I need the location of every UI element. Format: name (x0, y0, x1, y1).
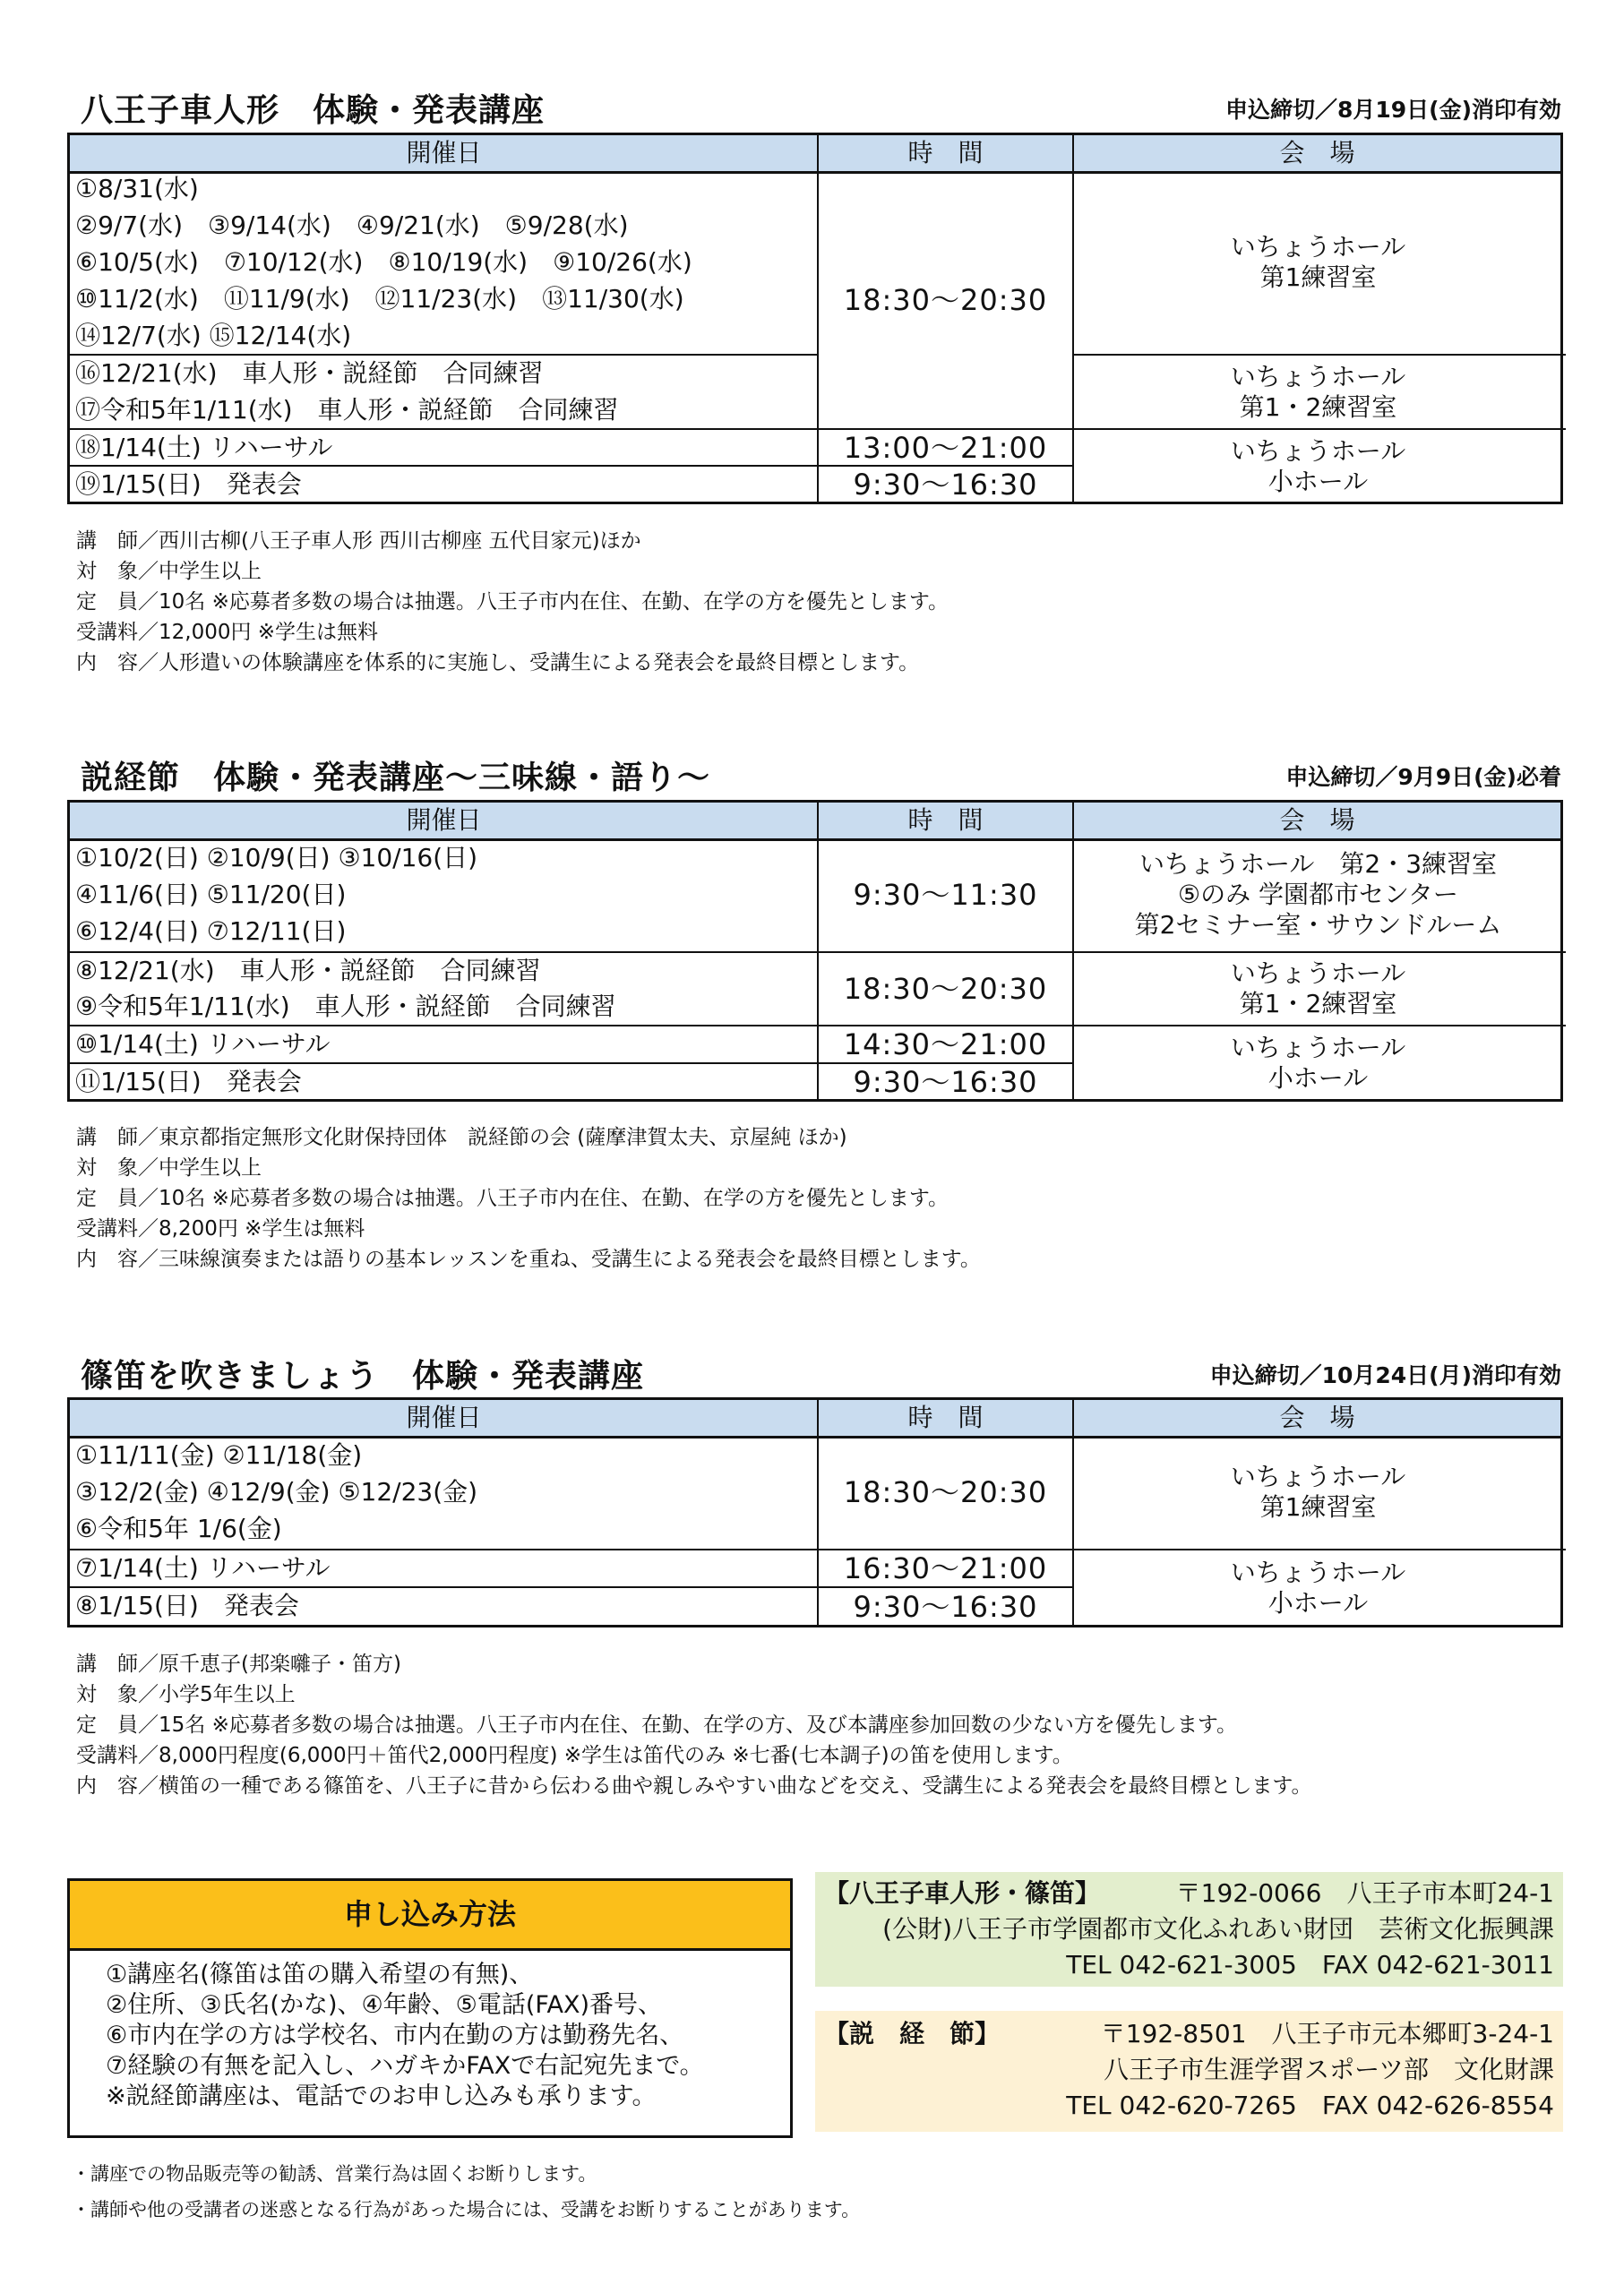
date-row: ⑩1/14(土) リハーサル (75, 1029, 331, 1059)
venue-alt: ⑤のみ 学園都市センター (1178, 880, 1458, 909)
col-time: 時 間 (907, 1403, 984, 1432)
venue-room: 第1・2練習室 (1239, 391, 1397, 422)
date-row: ⑩11/2(水) ⑪11/9(水) ⑫11/23(水) ⑬11/30(水) (75, 284, 684, 313)
time-text: 18:30～20:30 (843, 972, 1048, 1006)
time-cell (819, 1436, 1072, 1549)
info-line: 内 容／横笛の一種である篠笛を、八王子に昔から伝わる曲や親しみやすい曲などを交え、受講生による発表会を最終目標とします。 (76, 1774, 1312, 1798)
venue-cell (1074, 430, 1562, 502)
date-row: ⑥令和5年 1/6(金) (75, 1514, 282, 1543)
venue-name: いちょうホール (1230, 958, 1406, 988)
date-row: ④11/6(日) ⑤11/20(日) (75, 880, 347, 909)
time-text: 9:30～16:30 (853, 1065, 1038, 1099)
date-row: ⑧12/21(水) 車人形・説経節 合同練習 (75, 956, 541, 985)
contact-address: 〒192-0066 八王子市本町24-1 (1175, 1878, 1554, 1908)
time-text: 9:30～16:30 (853, 1590, 1038, 1624)
contact-label: 【八王子車人形・篠笛】 (824, 1878, 1101, 1908)
application-line: ①講座名(篠笛は笛の購入希望の有無)、 (106, 1961, 534, 1988)
footnote: ・講師や他の受講者の迷惑となる行為があった場合には、受講をお断りすることがあります。 (72, 2199, 861, 2220)
application-line: ②住所、③氏名(かな)、④年齢、⑤電話(FAX)番号、 (106, 1991, 662, 2019)
info-line: 講 師／原千恵子(邦楽囃子・笛方) (76, 1653, 401, 1676)
col-venue: 会 場 (1279, 138, 1355, 167)
time-text: 18:30～20:30 (843, 1475, 1048, 1509)
info-line: 受講料／12,000円 ※学生は無料 (76, 621, 379, 644)
date-row: ⑱1/14(土) リハーサル (75, 433, 333, 462)
col-date: 開催日 (406, 138, 482, 167)
date-row: ①10/2(日) ②10/9(日) ③10/16(日) (75, 843, 478, 872)
info-line: 対 象／中学生以上 (76, 1156, 262, 1180)
time-cell (819, 1550, 1072, 1586)
section-title: 八王子車人形 体験・発表講座 (81, 92, 546, 129)
date-row: ①11/11(金) ②11/18(金) (75, 1440, 363, 1470)
time-cell (819, 1064, 1072, 1100)
info-line: 対 象／小学5年生以上 (76, 1683, 296, 1706)
section-title: 篠笛を吹きましょう 体験・発表講座 (81, 1358, 645, 1395)
contact-label: 【説 経 節】 (824, 2019, 1001, 2048)
application-line: ⑥市内在学の方は学校名、市内在勤の方は勤務先名、 (106, 2022, 684, 2049)
time-cell (819, 171, 1072, 428)
date-row: ⑯12/21(水) 車人形・説経節 合同練習 (75, 358, 544, 388)
contact-address: 〒192-8501 八王子市元本郷町3-24-1 (1100, 2019, 1554, 2048)
deadline: 申込締切／10月24日(月)消印有効 (1209, 1362, 1561, 1388)
footnote: ・講座での物品販売等の勧誘、営業行為は固くお断りします。 (72, 2163, 597, 2185)
venue-name: いちょうホール 第2・3練習室 (1139, 849, 1498, 879)
contact-org: (公財)八王子市学園都市文化ふれあい財団 芸術文化振興課 (882, 1914, 1554, 1944)
contact-org: 八王子市生涯学習スポーツ部 文化財課 (1104, 2055, 1554, 2084)
col-date: 開催日 (406, 805, 482, 835)
date-row: ⑭12/7(水) ⑮12/14(水) (75, 321, 352, 350)
venue-cell (1074, 356, 1562, 428)
venue-name: いちょうホール (1230, 1033, 1406, 1062)
venue-name: いちょうホール (1230, 232, 1406, 262)
application-steps (70, 1951, 790, 2112)
application-method-box (67, 1878, 793, 2138)
venue-cell (1074, 1550, 1562, 1626)
deadline: 申込締切／9月9日(金)必着 (1285, 764, 1561, 790)
schedule-table-2 (67, 800, 1563, 1102)
time-text: 16:30～21:00 (843, 1551, 1048, 1585)
time-cell (819, 467, 1072, 502)
schedule-table-3 (67, 1397, 1563, 1627)
schedule-table-1 (67, 133, 1563, 504)
venue-name: いちょうホール (1230, 1462, 1406, 1491)
date-row: ⑦1/14(土) リハーサル (75, 1553, 331, 1583)
venue-cell (1074, 1436, 1562, 1549)
time-text: 18:30～20:30 (843, 282, 1048, 317)
time-text: 9:30～11:30 (853, 878, 1038, 912)
venue-room: 第1・2練習室 (1239, 989, 1397, 1018)
venue-room: 小ホール (1267, 466, 1369, 496)
application-line: ※説経節講座は、電話でのお申し込みも承ります。 (106, 2083, 657, 2110)
info-line: 内 容／三味線演奏または語りの基本レッスンを重ね、受講生による発表会を最終目標とします。 (76, 1248, 981, 1271)
time-text: 9:30～16:30 (853, 468, 1038, 502)
venue-room: 第1練習室 (1259, 1492, 1377, 1522)
date-row: ⑥10/5(水) ⑦10/12(水) ⑧10/19(水) ⑨10/26(水) (75, 247, 692, 277)
venue-cell (1074, 171, 1562, 354)
venue-room: 小ホール (1267, 1063, 1369, 1093)
table-header (70, 803, 1560, 841)
contact-tel: TEL 042-620-7265 FAX 042-626-8554 (1066, 2091, 1554, 2120)
section-title: 説経節 体験・発表講座～三味線・語り～ (81, 760, 711, 796)
contact-kuruma-shinobue (815, 1872, 1563, 1987)
venue-name: いちょうホール (1230, 361, 1406, 391)
contact-tel: TEL 042-621-3005 FAX 042-621-3011 (1066, 1950, 1554, 1980)
info-line: 受講料／8,000円程度(6,000円＋笛代2,000円程度) ※学生は笛代のみ ※七番(七本調子)の笛を使用します。 (76, 1744, 1073, 1767)
info-line: 定 員／10名 ※応募者多数の場合は抽選。八王子市内在住、在勤、在学の方を優先とします。 (76, 1187, 949, 1210)
time-cell (819, 838, 1072, 951)
col-time: 時 間 (907, 805, 984, 835)
application-line: ⑦経験の有無を記入し、ハガキかFAXで右記宛先まで。 (106, 2052, 704, 2080)
venue-room: 小ホール (1267, 1588, 1369, 1618)
col-time: 時 間 (907, 138, 984, 167)
table-header (70, 135, 1560, 174)
date-row: ⑧1/15(日) 発表会 (75, 1591, 299, 1620)
time-cell (819, 1026, 1072, 1062)
col-date: 開催日 (406, 1403, 482, 1432)
time-cell (819, 430, 1072, 465)
deadline: 申込締切／8月19日(金)消印有効 (1224, 97, 1561, 123)
info-line: 定 員／15名 ※応募者多数の場合は抽選。八王子市内在住、在勤、在学の方、及び本講座参加回数の少ない方を優先します。 (76, 1713, 1238, 1737)
venue-room: 第1練習室 (1259, 262, 1377, 292)
info-line: 内 容／人形遣いの体験講座を体系的に実施し、受講生による発表会を最終目標とします。 (76, 651, 920, 674)
info-line: 対 象／中学生以上 (76, 560, 262, 583)
info-line: 定 員／10名 ※応募者多数の場合は抽選。八王子市内在住、在勤、在学の方を優先とします。 (76, 590, 949, 614)
date-row: ⑲1/15(日) 発表会 (75, 469, 302, 499)
time-text: 14:30～21:00 (843, 1027, 1048, 1061)
date-row: ⑪1/15(日) 発表会 (75, 1067, 302, 1096)
date-row: ③12/2(金) ④12/9(金) ⑤12/23(金) (75, 1477, 478, 1507)
time-text: 13:00～21:00 (843, 430, 1048, 465)
date-row: ⑰令和5年1/11(水) 車人形・説経節 合同練習 (75, 395, 619, 425)
venue-room: 第2セミナー室・サウンドルーム (1134, 910, 1502, 940)
time-cell (819, 1588, 1072, 1626)
date-row: ⑥12/4(日) ⑦12/11(日) (75, 916, 347, 946)
venue-name: いちょうホール (1230, 1558, 1406, 1587)
venue-name: いちょうホール (1230, 435, 1406, 466)
col-venue: 会 場 (1279, 805, 1355, 835)
info-line: 受講料／8,200円 ※学生は無料 (76, 1217, 365, 1241)
venue-cell (1074, 838, 1562, 951)
col-venue: 会 場 (1279, 1403, 1355, 1432)
application-title: 申し込み方法 (70, 1881, 790, 1951)
date-row: ⑨令和5年1/11(水) 車人形・説経節 合同練習 (75, 992, 616, 1021)
venue-cell (1074, 953, 1562, 1025)
time-cell (819, 953, 1072, 1025)
date-row: ①8/31(水) (75, 174, 199, 203)
date-row: ②9/7(水) ③9/14(水) ④9/21(水) ⑤9/28(水) (75, 210, 629, 240)
contact-sekkyobushi (815, 2011, 1563, 2132)
table-header (70, 1400, 1560, 1438)
info-line: 講 師／東京都指定無形文化財保持団体 説経節の会 (薩摩津賀太夫、京屋純 ほか) (76, 1126, 847, 1149)
venue-cell (1074, 1026, 1562, 1100)
info-line: 講 師／西川古柳(八王子車人形 西川古柳座 五代目家元)ほか (76, 529, 641, 553)
